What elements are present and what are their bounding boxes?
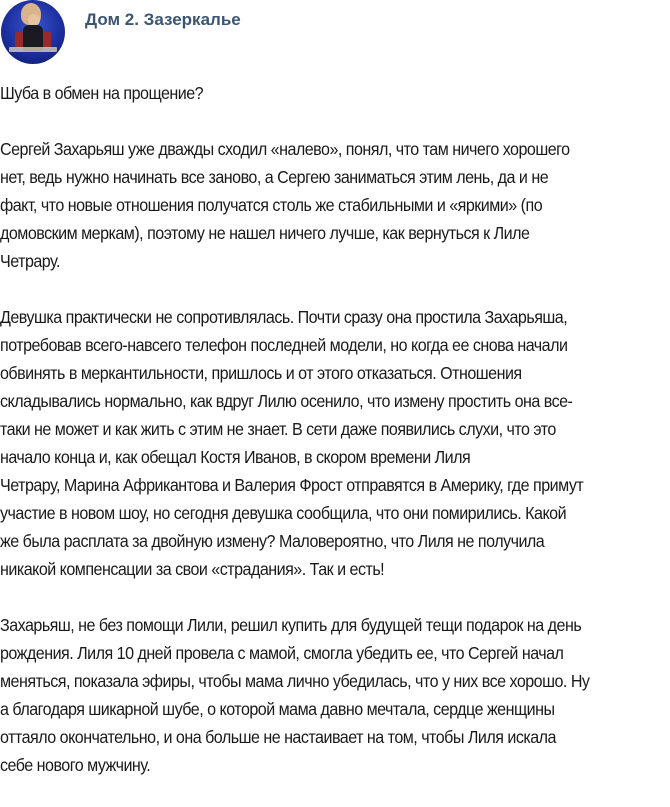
paragraph-line: складывались нормально, как вдруг Лилю осенило, что измену простить она все- (0, 391, 573, 411)
paragraph-line: Четрару, Марина Африкантова и Валерия Фрост отправятся в Америку, где примут (0, 475, 584, 495)
paragraph-line: обвинять в меркантильности, пришлось и от этого отказаться. Отношения (0, 363, 522, 383)
paragraph-line: домовским меркам), поэтому не нашел ничего лучше, как вернуться к Лиле (0, 223, 530, 243)
paragraph-line: участие в новом шоу, но сегодня девушка сообщила, что они помирились. Какой (0, 503, 567, 523)
paragraph-line: Сергей Захарьяш уже дважды сходил «налево», понял, что там ничего хорошего (0, 139, 570, 159)
avatar-logo-text (9, 47, 57, 52)
paragraph-line: начало конца и, как обещал Костя Иванов, в скором времени Лиля (0, 447, 471, 467)
paragraph-2 (0, 303, 670, 583)
paragraph-line: оттаяло окончательно, и она больше не настаивает на том, чтобы Лиля искала (0, 727, 556, 747)
paragraph-line: никакой компенсации за свои «страдания». Так и есть! (0, 559, 385, 579)
paragraph-line: нет, ведь нужно начинать все заново, а Сергею заниматься этим лень, да и не (0, 167, 549, 187)
paragraph-line: же была расплата за двойную измену? Маловероятно, что Лиля не получила (0, 531, 545, 551)
post-title (0, 79, 670, 107)
post-title-text: Шуба в обмен на прощение? (0, 83, 204, 103)
paragraph-line: факт, что новые отношения получатся столь же стабильными и «яркими» (по (0, 195, 543, 215)
group-name-link[interactable]: Дом 2. Зазеркалье (85, 10, 241, 29)
paragraph-line: рождения. Лиля 10 дней провела с мамой, смогла убедить ее, что Сергей начал (0, 643, 564, 663)
avatar-chair-right (43, 32, 51, 48)
paragraph-line: а благодаря шикарной шубе, о которой мама давно мечтала, сердце женщины (0, 699, 555, 719)
paragraph-line: меняться, показала эфиры, чтобы мама лично убедилась, что у них все хорошо. Ну (0, 671, 590, 691)
paragraph-1 (0, 135, 670, 275)
paragraph-line: себе нового мужчину. (0, 755, 151, 775)
paragraph-3 (0, 611, 670, 779)
paragraph-line: потребовав всего-навсего телефон последней модели, но когда ее снова начали (0, 335, 568, 355)
post-header (0, 0, 670, 66)
paragraph-line: Захарьяш, не без помощи Лили, решил купить для будущей тещи подарок на день (0, 615, 582, 635)
group-avatar-icon[interactable] (1, 0, 65, 64)
paragraph-line: Четрару. (0, 251, 60, 271)
paragraph-line: таки не может и как жить с этим не знает. В сети даже появились слухи, что это (0, 419, 556, 439)
paragraph-line: Девушка практически не сопротивлялась. Почти сразу она простила Захарьяша, (0, 307, 568, 327)
avatar-chair-left (15, 32, 23, 48)
